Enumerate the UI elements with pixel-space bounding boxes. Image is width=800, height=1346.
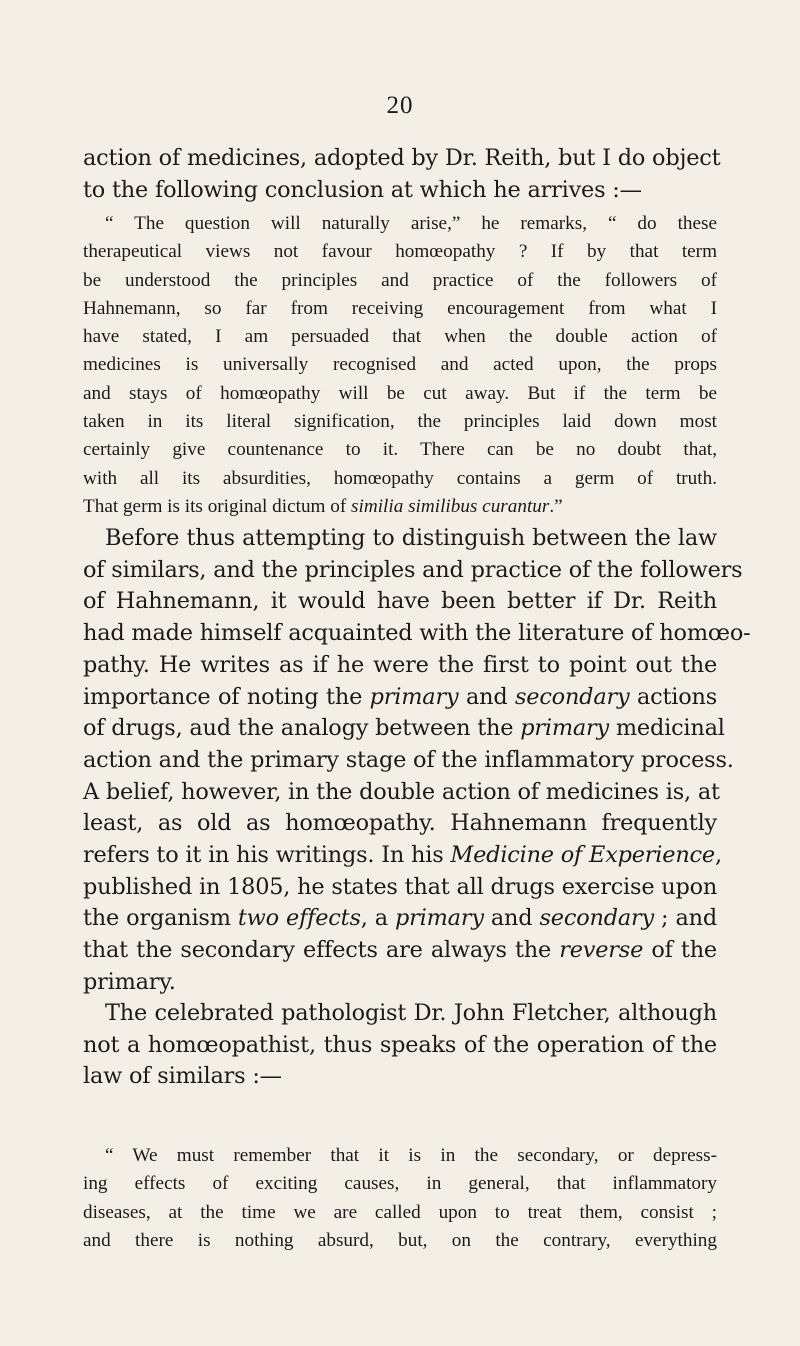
text-line: of similars, and the principles and practice of the followers (83, 556, 743, 583)
text-line: Hahnemann, so far from receiving encouragement from what I (83, 297, 717, 319)
quotation-2 (83, 1142, 717, 1255)
text-line: the organism two effects, a primary and secondary ; and (83, 905, 718, 932)
text-line: law of similars :— (83, 1063, 282, 1090)
quotation-1 (83, 210, 717, 521)
text-line: The celebrated pathologist Dr. John Fletcher, although (105, 1000, 717, 1026)
text-line: “ We must remember that it is in the secondary, or depress- (105, 1145, 717, 1166)
paragraph-2 (83, 523, 751, 999)
text-line: published in 1805, he states that all drugs exercise upon (83, 873, 718, 900)
text-line: not a homœopathist, thus speaks of the operation of the (83, 1031, 717, 1058)
text-line: diseases, at the time we are called upon to treat them, consist ; (83, 1201, 717, 1223)
text-line: pathy. He writes as if he were the first to point out the (83, 651, 717, 678)
text-line: action and the primary stage of the inflammatory process. (83, 746, 734, 773)
text-line: primary. (83, 968, 176, 995)
text-line: and there is nothing absurd, but, on the contrary, everything (83, 1229, 717, 1251)
text-line: have stated, I am persuaded that when the double action of (83, 326, 717, 348)
text-line: importance of noting the primary and secondary actions (83, 683, 717, 710)
text-line: Before thus attempting to distinguish between the law (105, 525, 717, 551)
text-line: “ The question will naturally arise,” he remarks, “ do these (105, 213, 717, 234)
text-line: least, as old as homœopathy. Hahnemann frequently (83, 810, 717, 837)
text-line: That germ is its original dictum of similia similibus curantur.” (83, 495, 563, 517)
text-line: and stays of homœopathy will be cut away. But if the term be (83, 382, 717, 404)
text-line: that the secondary effects are always the reverse of the (83, 937, 717, 964)
text-line: certainly give countenance to it. There can be no doubt that, (83, 439, 717, 461)
paragraph-3 (83, 998, 717, 1093)
text-line: with all its absurdities, homœopathy contains a germ of truth. (83, 467, 717, 489)
page-number: 20 (386, 92, 414, 119)
text-line: therapeutical views not favour homœopathy ? If by that term (83, 241, 717, 263)
text-line: taken in its literal signification, the principles laid down most (83, 411, 717, 433)
text-line: to the following conclusion at which he arrives :— (83, 176, 642, 203)
text-line: A belief, however, in the double action of medicines is, at (83, 778, 720, 805)
text-line: of Hahnemann, it would have been better if Dr. Reith (83, 588, 717, 615)
text-line: had made himself acquainted with the literature of homœo- (83, 620, 751, 647)
text-line: of drugs, aud the analogy between the primary medicinal (83, 715, 725, 742)
text-line: be understood the principles and practice of the followers of (83, 269, 717, 291)
text-line: medicines is universally recognised and acted upon, the props (83, 354, 717, 376)
text-line: action of medicines, adopted by Dr. Reith, but I do object (83, 145, 721, 171)
text-line: refers to it in his writings. In his Medicine of Experience, (83, 842, 722, 869)
paragraph-1 (83, 143, 721, 206)
text-line: ing effects of exciting causes, in general, that inflammatory (83, 1173, 717, 1195)
